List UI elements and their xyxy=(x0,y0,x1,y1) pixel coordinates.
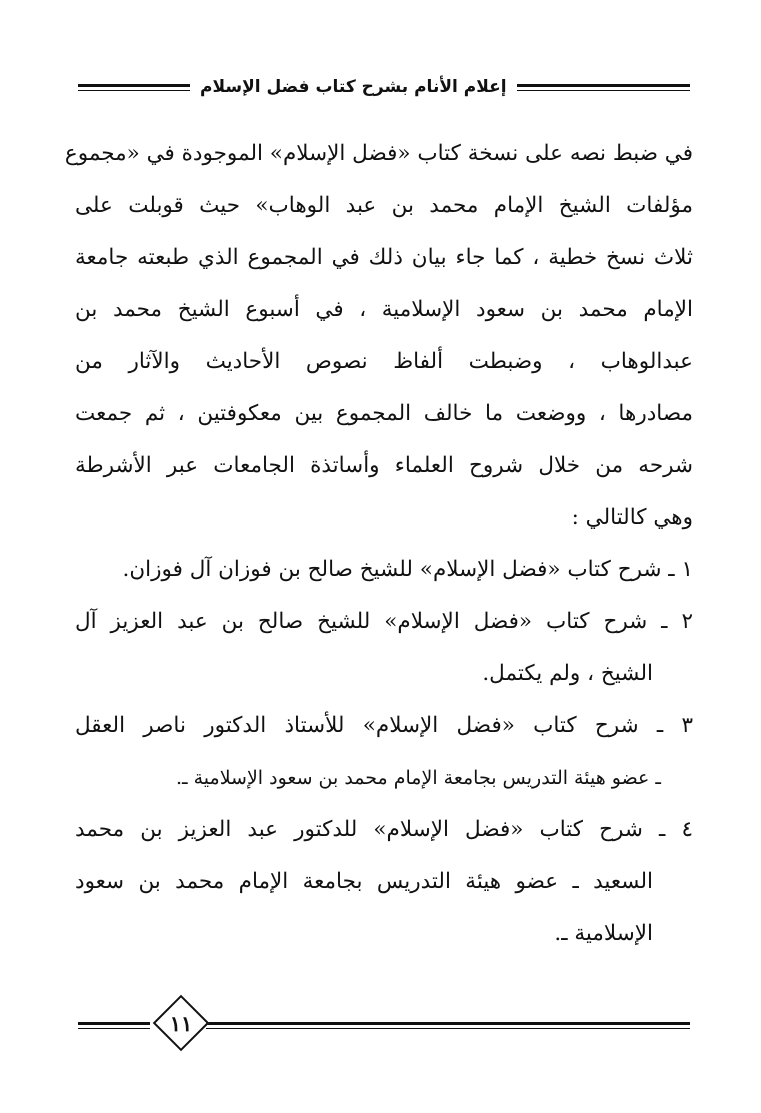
list-item-4: ٤ ـ شرح كتاب «فضل الإسلام» للدكتور عبد العزيز بن محمد xyxy=(75,817,693,842)
header-rule-right xyxy=(517,84,690,91)
list-item-3: ٣ ـ شرح كتاب «فضل الإسلام» للأستاذ الدكتور ناصر العقل xyxy=(75,713,693,738)
footer-rule-left xyxy=(78,1022,150,1029)
text-line-8: وهي كالتالي : xyxy=(571,505,693,530)
page-number: ١١ xyxy=(169,1011,193,1036)
text-line-3: ثلاث نسخ خطية ، كما جاء بيان ذلك في المجموع الذي طبعته جامعة xyxy=(75,245,693,270)
text-line-5: عبدالوهاب ، وضبطت ألفاظ نصوص الأحاديث والآثار من xyxy=(75,349,693,374)
running-header xyxy=(78,73,690,101)
footer-rule-right xyxy=(206,1022,690,1029)
header-title: إعلام الأنام بشرح كتاب فضل الإسلام xyxy=(200,77,507,97)
list-item-4-continued: السعيد ـ عضو هيئة التدريس بجامعة الإمام محمد بن سعود xyxy=(75,869,653,894)
header-rule-left xyxy=(78,84,190,91)
text-line-1: في ضبط نصه على نسخة كتاب «فضل الإسلام» الموجودة في «مجموع xyxy=(64,141,693,166)
list-item-3-continued: ـ عضو هيئة التدريس بجامعة الإمام محمد بن سعود الإسلامية ـ. xyxy=(175,767,661,789)
text-line-2: مؤلفات الشيخ الإمام محمد بن عبد الوهاب» حيث قوبلت على xyxy=(75,193,693,218)
text-line-6: مصادرها ، ووضعت ما خالف المجموع بين معكوفتين ، ثم جمعت xyxy=(75,401,693,426)
body-text xyxy=(64,128,693,960)
list-item-4-end: الإسلامية ـ. xyxy=(554,921,653,946)
list-item-2-continued: الشيخ ، ولم يكتمل. xyxy=(482,661,653,686)
page-footer xyxy=(78,1000,690,1060)
text-line-4: الإمام محمد بن سعود الإسلامية ، في أسبوع الشيخ محمد بن xyxy=(75,297,693,322)
list-item-2: ٢ ـ شرح كتاب «فضل الإسلام» للشيخ صالح بن عبد العزيز آل xyxy=(75,609,693,634)
text-line-7: شرحه من خلال شروح العلماء وأساتذة الجامعات عبر الأشرطة xyxy=(75,453,693,478)
list-item-1: ١ ـ شرح كتاب «فضل الإسلام» للشيخ صالح بن فوزان آل فوزان. xyxy=(122,557,693,582)
